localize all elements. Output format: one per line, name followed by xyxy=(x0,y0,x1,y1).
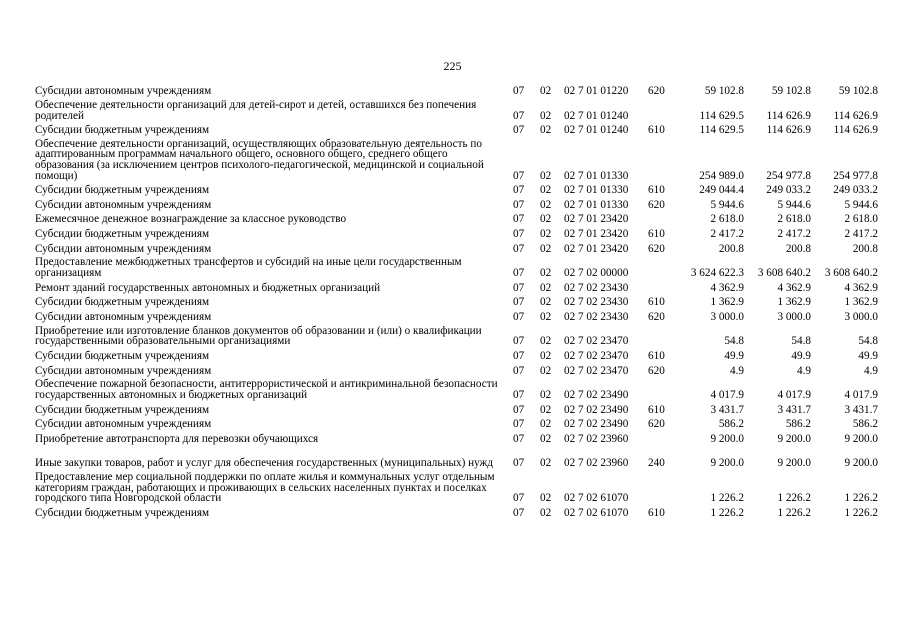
row-section-code: 07 xyxy=(513,85,525,97)
row-amount-year-1: 4 017.9 xyxy=(710,389,744,402)
row-amount-year-1: 1 226.2 xyxy=(710,492,744,505)
row-expense-type-code xyxy=(648,430,677,445)
row-description: Субсидии автономным учреждениям xyxy=(35,242,212,255)
row-amount-year-3: 1 362.9 xyxy=(844,296,878,309)
row-description: Обеспечение пожарной безопасности, антитеррористической и антикриминальной безопасности государственных автономных и бюджетных организаций xyxy=(35,378,498,402)
row-amount-year-3: 200.8 xyxy=(852,242,878,255)
row-section-code: 07 xyxy=(513,213,525,226)
row-section-code: 07 xyxy=(513,198,525,211)
table-row xyxy=(35,254,878,279)
row-expense-type-code: 620 xyxy=(648,242,665,255)
row-description: Субсидии бюджетным учреждениям xyxy=(35,506,210,519)
row-amount-year-3: 1 226.2 xyxy=(844,506,878,519)
row-amount-year-1: 3 431.7 xyxy=(710,403,744,416)
table-row xyxy=(35,347,878,362)
row-target-article-code: 02 7 02 23960 xyxy=(564,432,629,445)
row-section-code: 07 xyxy=(513,184,525,197)
table-row xyxy=(35,97,878,122)
row-subsection-code: 02 xyxy=(540,335,552,348)
table-row xyxy=(35,362,878,377)
row-expense-type-code: 620 xyxy=(648,198,665,211)
row-description: Субсидии автономным учреждениям xyxy=(35,364,212,377)
table-row xyxy=(35,279,878,294)
row-description: Предоставление межбюджетных трансфертов и субсидий на иные цели государственным организациям xyxy=(35,256,462,280)
row-amount-year-2: 249 033.2 xyxy=(766,184,811,197)
row-section-code: 07 xyxy=(513,335,525,348)
row-amount-year-3: 1 226.2 xyxy=(844,492,878,505)
row-description: Субсидии автономным учреждениям xyxy=(35,85,212,97)
row-amount-year-2: 3 000.0 xyxy=(777,310,811,323)
row-subsection-code: 02 xyxy=(540,213,552,226)
row-description: Обеспечение деятельности организаций, осуществляющих образовательную деятельность по адаптированным программам начального общего, основного общего, среднего общего образования (за исключением центров психолого-педагогической, медицинской и социальной помощи) xyxy=(35,137,484,182)
row-amount-year-1: 9 200.0 xyxy=(710,457,744,470)
row-description: Обеспечение деятельности организаций для детей-сирот и детей, оставшихся без попечения родителей xyxy=(35,98,477,122)
row-amount-year-1: 1 362.9 xyxy=(710,296,744,309)
row-description: Ремонт зданий государственных автономных и бюджетных организаций xyxy=(35,281,381,294)
row-amount-year-1: 54.8 xyxy=(724,335,744,348)
row-section-code: 07 xyxy=(513,242,525,255)
row-amount-year-1: 9 200.0 xyxy=(710,432,744,445)
row-section-code: 07 xyxy=(513,267,525,280)
row-amount-year-1: 2 618.0 xyxy=(710,213,744,226)
row-amount-year-1: 5 944.6 xyxy=(710,198,744,211)
row-target-article-code: 02 7 02 61070 xyxy=(564,506,629,519)
row-expense-type-code xyxy=(648,254,677,279)
row-subsection-code: 02 xyxy=(540,267,552,280)
row-target-article-code: 02 7 01 01330 xyxy=(564,198,629,211)
budget-table xyxy=(35,82,878,519)
row-expense-type-code: 240 xyxy=(648,457,665,470)
row-subsection-code: 02 xyxy=(540,418,552,431)
row-amount-year-1: 59 102.8 xyxy=(704,85,744,97)
row-target-article-code: 02 7 01 01220 xyxy=(564,85,629,97)
row-description: Иные закупки товаров, работ и услуг для обеспечения государственных (муниципальных) нужд xyxy=(35,457,493,470)
row-expense-type-code: 620 xyxy=(648,85,665,97)
row-target-article-code: 02 7 01 01330 xyxy=(564,169,629,182)
row-description: Субсидии автономным учреждениям xyxy=(35,310,212,323)
row-target-article-code: 02 7 01 01240 xyxy=(564,109,629,122)
row-amount-year-2: 2 417.2 xyxy=(777,227,811,240)
row-target-article-code: 02 7 02 23960 xyxy=(564,457,629,470)
row-amount-year-2: 2 618.0 xyxy=(777,213,811,226)
table-row xyxy=(35,240,878,255)
row-amount-year-2: 114 626.9 xyxy=(766,124,811,137)
row-target-article-code: 02 7 02 61070 xyxy=(564,492,629,505)
row-target-article-code: 02 7 02 23430 xyxy=(564,310,629,323)
row-section-code: 07 xyxy=(513,281,525,294)
row-expense-type-code xyxy=(648,210,677,225)
table-row xyxy=(35,136,878,182)
row-target-article-code: 02 7 02 23490 xyxy=(564,389,629,402)
row-section-code: 07 xyxy=(513,492,525,505)
row-subsection-code: 02 xyxy=(540,124,552,137)
row-subsection-code: 02 xyxy=(540,310,552,323)
table-row xyxy=(35,82,878,97)
row-subsection-code: 02 xyxy=(540,198,552,211)
table-row xyxy=(35,401,878,416)
row-description: Субсидии автономным учреждениям xyxy=(35,198,212,211)
table-row xyxy=(35,444,878,469)
row-amount-year-1: 49.9 xyxy=(724,349,744,362)
row-subsection-code: 02 xyxy=(540,364,552,377)
row-subsection-code: 02 xyxy=(540,184,552,197)
row-expense-type-code: 620 xyxy=(648,364,665,377)
row-description: Ежемесячное денежное вознаграждение за классное руководство xyxy=(35,213,347,226)
row-amount-year-3: 4 017.9 xyxy=(844,389,878,402)
row-amount-year-3: 114 626.9 xyxy=(833,124,878,137)
row-description: Субсидии бюджетным учреждениям xyxy=(35,296,210,309)
row-section-code: 07 xyxy=(513,457,525,470)
page-number: 225 xyxy=(443,59,462,73)
row-section-code: 07 xyxy=(513,227,525,240)
row-description: Субсидии автономным учреждениям xyxy=(35,418,212,431)
row-description: Приобретение или изготовление бланков документов об образовании и (или) о квалификации государственными образовательными организациями xyxy=(35,324,482,348)
row-target-article-code: 02 7 02 23430 xyxy=(564,281,629,294)
row-amount-year-2: 1 362.9 xyxy=(777,296,811,309)
row-expense-type-code xyxy=(648,376,677,401)
row-amount-year-2: 4 362.9 xyxy=(777,281,811,294)
row-expense-type-code: 610 xyxy=(648,403,665,416)
row-amount-year-1: 3 000.0 xyxy=(710,310,744,323)
row-target-article-code: 02 7 01 23420 xyxy=(564,213,629,226)
row-expense-type-code: 620 xyxy=(648,310,665,323)
row-target-article-code: 02 7 02 23430 xyxy=(564,296,629,309)
row-amount-year-2: 54.8 xyxy=(791,335,811,348)
row-amount-year-2: 114 626.9 xyxy=(766,109,811,122)
row-amount-year-2: 3 608 640.2 xyxy=(757,267,811,280)
row-expense-type-code: 610 xyxy=(648,296,665,309)
row-amount-year-3: 5 944.6 xyxy=(844,198,878,211)
row-amount-year-1: 586.2 xyxy=(718,418,744,431)
table-row xyxy=(35,430,878,445)
row-subsection-code: 02 xyxy=(540,242,552,255)
row-subsection-code: 02 xyxy=(540,296,552,309)
row-target-article-code: 02 7 02 00000 xyxy=(564,267,629,280)
row-amount-year-3: 586.2 xyxy=(852,418,878,431)
row-target-article-code: 02 7 01 23420 xyxy=(564,227,629,240)
row-target-article-code: 02 7 02 23490 xyxy=(564,403,629,416)
row-subsection-code: 02 xyxy=(540,432,552,445)
row-expense-type-code: 610 xyxy=(648,349,665,362)
row-amount-year-2: 254 977.8 xyxy=(766,169,811,182)
row-amount-year-1: 114 629.5 xyxy=(699,109,744,122)
row-expense-type-code: 610 xyxy=(648,184,665,197)
row-subsection-code: 02 xyxy=(540,109,552,122)
row-section-code: 07 xyxy=(513,310,525,323)
row-expense-type-code xyxy=(648,136,677,182)
row-subsection-code: 02 xyxy=(540,389,552,402)
row-amount-year-2: 200.8 xyxy=(785,242,811,255)
row-expense-type-code xyxy=(648,97,677,122)
row-expense-type-code xyxy=(648,322,677,347)
row-expense-type-code: 610 xyxy=(648,506,665,519)
row-amount-year-3: 114 626.9 xyxy=(833,109,878,122)
row-subsection-code: 02 xyxy=(540,403,552,416)
table-row xyxy=(35,504,878,519)
row-subsection-code: 02 xyxy=(540,492,552,505)
row-subsection-code: 02 xyxy=(540,349,552,362)
row-amount-year-2: 1 226.2 xyxy=(777,492,811,505)
table-body xyxy=(35,82,878,519)
row-amount-year-3: 49.9 xyxy=(858,349,878,362)
row-section-code: 07 xyxy=(513,364,525,377)
row-subsection-code: 02 xyxy=(540,457,552,470)
row-description: Предоставление мер социальной поддержки по оплате жилья и коммунальных услуг отдельным категориям граждан, работающих и проживающих в сельских населенных пунктах и поселках городского типа Новгородской области xyxy=(35,471,495,505)
row-description: Приобретение автотранспорта для перевозки обучающихся xyxy=(35,432,319,445)
row-amount-year-2: 586.2 xyxy=(785,418,811,431)
row-expense-type-code: 610 xyxy=(648,227,665,240)
row-description: Субсидии бюджетным учреждениям xyxy=(35,184,210,197)
row-amount-year-3: 59 102.8 xyxy=(838,85,878,97)
row-amount-year-3: 249 033.2 xyxy=(833,184,878,197)
row-section-code: 07 xyxy=(513,418,525,431)
row-section-code: 07 xyxy=(513,389,525,402)
row-subsection-code: 02 xyxy=(540,85,552,97)
table-row xyxy=(35,308,878,323)
row-amount-year-1: 200.8 xyxy=(718,242,744,255)
row-amount-year-3: 9 200.0 xyxy=(844,457,878,470)
table-row xyxy=(35,322,878,347)
table-row xyxy=(35,181,878,196)
row-expense-type-code: 610 xyxy=(648,124,665,137)
row-amount-year-1: 1 226.2 xyxy=(710,506,744,519)
row-section-code: 07 xyxy=(513,432,525,445)
row-amount-year-2: 59 102.8 xyxy=(771,85,811,97)
row-subsection-code: 02 xyxy=(540,227,552,240)
table-row xyxy=(35,210,878,225)
table-row xyxy=(35,469,878,504)
row-target-article-code: 02 7 02 23470 xyxy=(564,349,629,362)
row-description: Субсидии бюджетным учреждениям xyxy=(35,227,210,240)
row-amount-year-3: 4.9 xyxy=(864,364,878,377)
row-amount-year-3: 9 200.0 xyxy=(844,432,878,445)
row-amount-year-2: 9 200.0 xyxy=(777,432,811,445)
row-section-code: 07 xyxy=(513,506,525,519)
row-amount-year-2: 1 226.2 xyxy=(777,506,811,519)
row-amount-year-1: 4 362.9 xyxy=(710,281,744,294)
row-amount-year-3: 2 618.0 xyxy=(844,213,878,226)
row-subsection-code: 02 xyxy=(540,169,552,182)
row-amount-year-1: 254 989.0 xyxy=(699,169,744,182)
table-row xyxy=(35,376,878,401)
row-amount-year-2: 9 200.0 xyxy=(777,457,811,470)
row-section-code: 07 xyxy=(513,403,525,416)
table-row xyxy=(35,225,878,240)
row-amount-year-1: 4.9 xyxy=(730,364,744,377)
table-row xyxy=(35,293,878,308)
row-amount-year-2: 49.9 xyxy=(791,349,811,362)
row-amount-year-2: 3 431.7 xyxy=(777,403,811,416)
row-target-article-code: 02 7 02 23490 xyxy=(564,418,629,431)
row-expense-type-code: 620 xyxy=(648,418,665,431)
row-amount-year-3: 4 362.9 xyxy=(844,281,878,294)
row-amount-year-3: 54.8 xyxy=(858,335,878,348)
row-target-article-code: 02 7 02 23470 xyxy=(564,364,629,377)
row-section-code: 07 xyxy=(513,296,525,309)
row-amount-year-1: 249 044.4 xyxy=(699,184,744,197)
row-amount-year-1: 2 417.2 xyxy=(710,227,744,240)
row-expense-type-code xyxy=(648,279,677,294)
row-section-code: 07 xyxy=(513,124,525,137)
row-target-article-code: 02 7 01 23420 xyxy=(564,242,629,255)
row-amount-year-3: 2 417.2 xyxy=(844,227,878,240)
row-description: Субсидии бюджетным учреждениям xyxy=(35,403,210,416)
row-section-code: 07 xyxy=(513,349,525,362)
row-target-article-code: 02 7 01 01330 xyxy=(564,184,629,197)
row-amount-year-2: 5 944.6 xyxy=(777,198,811,211)
row-amount-year-3: 254 977.8 xyxy=(833,169,878,182)
row-description: Субсидии бюджетным учреждениям xyxy=(35,124,210,137)
row-subsection-code: 02 xyxy=(540,506,552,519)
row-amount-year-3: 3 000.0 xyxy=(844,310,878,323)
row-amount-year-1: 114 629.5 xyxy=(699,124,744,137)
table-row xyxy=(35,121,878,136)
row-amount-year-2: 4 017.9 xyxy=(777,389,811,402)
row-section-code: 07 xyxy=(513,169,525,182)
row-description: Субсидии бюджетным учреждениям xyxy=(35,349,210,362)
table-row xyxy=(35,415,878,430)
row-subsection-code: 02 xyxy=(540,281,552,294)
row-expense-type-code xyxy=(648,469,677,504)
row-amount-year-2: 4.9 xyxy=(797,364,811,377)
row-amount-year-3: 3 431.7 xyxy=(844,403,878,416)
row-amount-year-1: 3 624 622.3 xyxy=(690,267,744,280)
row-amount-year-3: 3 608 640.2 xyxy=(824,267,878,280)
row-target-article-code: 02 7 01 01240 xyxy=(564,124,629,137)
table-row xyxy=(35,196,878,211)
row-section-code: 07 xyxy=(513,109,525,122)
row-target-article-code: 02 7 02 23470 xyxy=(564,335,629,348)
